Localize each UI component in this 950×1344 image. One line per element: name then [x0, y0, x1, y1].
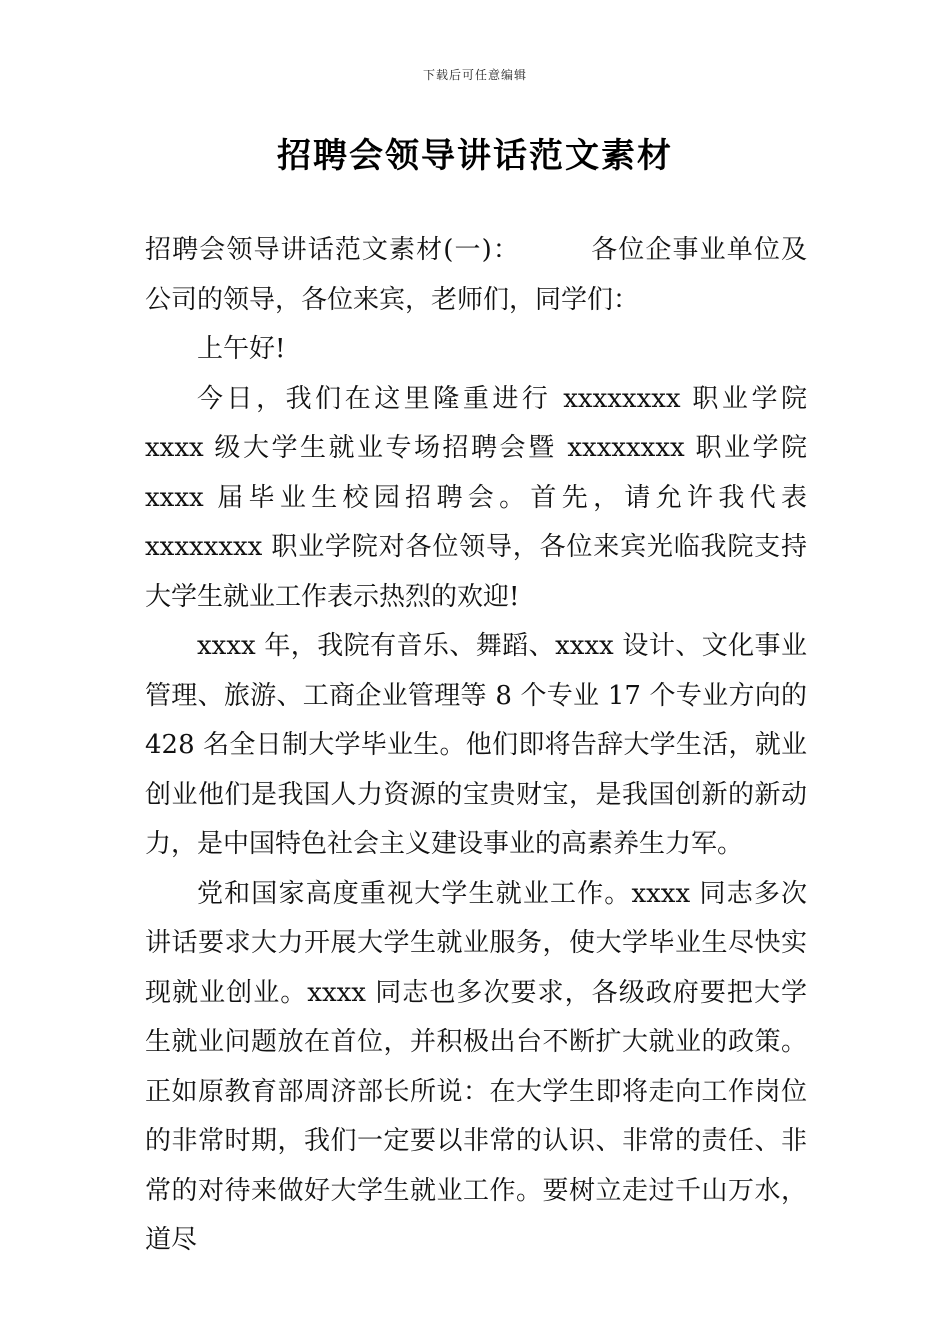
document-title: 招聘会领导讲话范文素材	[277, 136, 673, 176]
document-body	[145, 226, 807, 1266]
header-note: 下载后可任意编辑	[422, 68, 527, 82]
body-paragraph: 党和国家高度重视大学生就业工作。xxxx 同志多次讲话要求大力开展大学生就业服务，使大学毕业生尽快实现就业创业。xxxx 同志也多次要求，各级政府要把大学生就业问题放在首位，并积极出台不断扩大就业的政策。正如原教育部周济部长所说：在大学生即将走向工作岗位的非常时期，我们一定要以非常的认识、非常的责任、非常的对待来做好大学生就业工作。要树立走过千山万水，道尽	[145, 878, 807, 1255]
opening-salutation: 各位企事业单位及公司的领导，各位来宾，老师们，同学们：	[145, 235, 807, 315]
body-paragraph: 今日，我们在这里隆重进行 xxxxxxxx 职业学院 xxxx 级大学生就业专场招聘会暨 xxxxxxxx 职业学院 xxxx 届毕业生校园招聘会。首先，请允许我代表 xxxxxxxx 职业学院对各位领导，各位来宾光临我院支持大学生就业工作表示热烈的欢迎!	[145, 383, 807, 612]
opening-paragraph	[145, 226, 807, 325]
greeting-paragraph: 上午好!	[197, 334, 286, 364]
opening-lead: 招聘会领导讲话范文素材(一)：	[145, 235, 521, 265]
body-paragraph: xxxx 年，我院有音乐、舞蹈、xxxx 设计、文化事业管理、旅游、工商企业管理等 8 个专业 17 个专业方向的 428 名全日制大学毕业生。他们即将告辞大学生活，就业创业他们是我国人力资源的宝贵财宝，是我国创新的新动力，是中国特色社会主义建设事业的高素养生力军。	[145, 631, 807, 859]
